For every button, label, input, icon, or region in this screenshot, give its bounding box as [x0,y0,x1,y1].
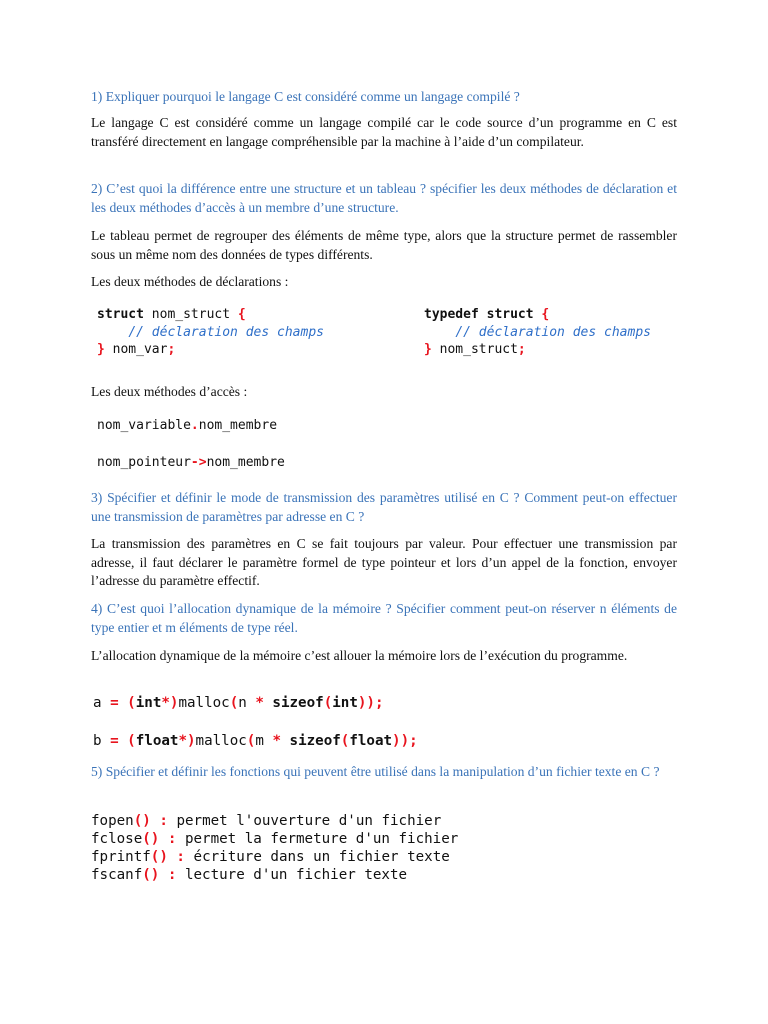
question-5: 5) Spécifier et définir les fonctions qui peuvent être utilisé dans la manipulation d’un fichier texte en C ? [91,764,660,779]
question-4: 4) C’est quoi l’allocation dynamique de la mémoire ? Spécifier comment peut-on réserver n éléments de type entier et m éléments de type réel. [91,601,677,635]
struct-declaration-code: struct nom_struct { // déclaration des champs } nom_var; [97,307,324,357]
declarations-intro: Les deux méthodes de déclarations : [91,274,289,289]
access-arrow-code: nom_pointeur->nom_membre [97,455,285,470]
file-functions-code [91,812,458,884]
answer-2: Le tableau permet de regrouper des éléments de même type, alors que la structure permet de rassembler sous un même nom des données de types différents. [91,228,677,262]
function-line: fopen() : permet l'ouverture d'un fichier [91,813,442,829]
function-line: fscanf() : lecture d'un fichier texte [91,867,408,883]
question-1: 1) Expliquer pourquoi le langage C est considéré comme un langage compilé ? [91,89,520,104]
answer-3: La transmission des paramètres en C se fait toujours par valeur. Pour effectuer une transmission par adresse, il faut déclarer le paramètre formel de type pointeur et lors d’un appel de la fonction, envoyer l’adresse du paramètre effectif. [91,536,677,588]
access-intro: Les deux méthodes d’accès : [91,384,248,399]
function-line: fprintf() : écriture dans un fichier texte [91,849,450,865]
typedef-declaration-code: typedef struct { // déclaration des champs } nom_struct; [424,307,651,357]
access-dot-code: nom_variable.nom_membre [97,418,278,433]
malloc-int-code: a = (int*)malloc(n * sizeof(int)); [93,695,384,711]
question-3: 3) Spécifier et définir le mode de transmission des paramètres utilisé en C ? Comment peut-on effectuer une transmission de paramètres par adresse en C ? [91,490,677,524]
answer-1: Le langage C est considéré comme un langage compilé car le code source d’un programme en C est transféré directement en langage compréhensible par la machine à l’aide d’un compilateur. [91,115,677,149]
question-2: 2) C’est quoi la différence entre une structure et un tableau ? spécifier les deux méthodes de déclaration et les deux méthodes d’accès à un membre d’une structure. [91,181,677,215]
answer-4: L’allocation dynamique de la mémoire c’est allouer la mémoire lors de l’exécution du programme. [91,648,628,663]
function-line: fclose() : permet la fermeture d'un fichier [91,831,459,847]
malloc-float-code: b = (float*)malloc(m * sizeof(float)); [93,733,418,749]
